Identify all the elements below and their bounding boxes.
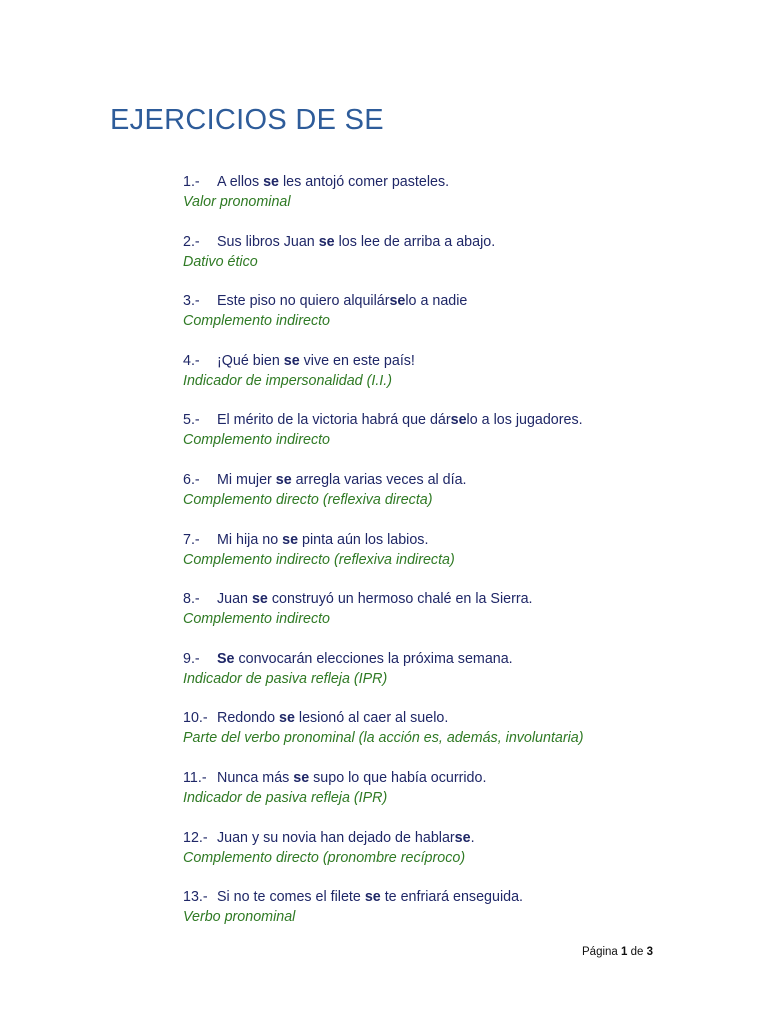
sentence-text: Nunca más — [217, 769, 294, 786]
se-highlight: se — [282, 531, 299, 548]
exercise-item — [183, 589, 743, 649]
exercise-sentence — [183, 172, 743, 192]
exercise-answer: Indicador de impersonalidad (I.I.) — [183, 372, 393, 389]
se-highlight: Se — [217, 650, 235, 667]
sentence-text: supo lo que había ocurrido. — [309, 769, 487, 786]
sentence-text: Mi mujer — [217, 471, 276, 488]
exercise-number: 8.- — [183, 591, 200, 608]
sentence-text: ¡Qué bien — [217, 352, 284, 369]
exercise-number: 11.- — [183, 769, 207, 786]
exercise-sentence — [183, 470, 743, 490]
sentence-text: arregla varias veces al día. — [291, 471, 467, 488]
sentence-text: Juan y su novia han dejado de hablar — [217, 829, 455, 846]
exercise-answer: Complemento indirecto (reflexiva indirecta) — [183, 551, 455, 568]
se-highlight: se — [293, 769, 310, 786]
footer-page-total: 3 — [646, 946, 654, 958]
exercise-item — [183, 887, 743, 947]
sentence-text: convocarán elecciones la próxima semana. — [234, 650, 513, 667]
se-highlight: se — [454, 829, 471, 846]
exercise-number: 9.- — [183, 650, 200, 667]
exercise-item — [183, 470, 743, 530]
exercise-sentence — [183, 649, 743, 669]
exercise-number: 4.- — [183, 352, 200, 369]
exercise-number: 3.- — [183, 293, 200, 310]
exercise-number: 13.- — [183, 889, 208, 906]
exercise-item — [183, 530, 743, 590]
sentence-text: los lee de arriba a abajo. — [334, 233, 496, 250]
exercise-item — [183, 291, 743, 351]
exercise-sentence — [183, 410, 743, 430]
exercise-sentence — [183, 232, 743, 252]
sentence-text: construyó un hermoso chalé en la Sierra. — [267, 591, 533, 608]
exercise-sentence — [183, 351, 743, 371]
exercise-sentence — [183, 768, 743, 788]
sentence-text: lesionó al caer al suelo. — [294, 710, 449, 727]
exercise-item — [183, 410, 743, 470]
exercise-number: 12.- — [183, 829, 208, 846]
sentence-text: vive en este país! — [299, 352, 415, 369]
exercise-item — [183, 708, 743, 768]
exercise-sentence — [183, 828, 743, 848]
exercise-number: 5.- — [183, 412, 200, 429]
exercise-item — [183, 172, 743, 232]
se-highlight: se — [283, 352, 300, 369]
exercise-number: 1.- — [183, 174, 200, 190]
exercise-item — [183, 828, 743, 888]
sentence-text: Este piso no quiero alquilár — [217, 293, 390, 310]
exercise-item — [183, 768, 743, 828]
exercise-list — [183, 172, 743, 947]
sentence-text: te enfriará enseguida. — [380, 889, 523, 906]
se-highlight: se — [263, 174, 280, 190]
sentence-text: pinta aún los labios. — [298, 531, 429, 548]
exercise-item — [183, 649, 743, 709]
exercise-sentence — [183, 589, 743, 609]
page-title: EJERCICIOS DE SE — [110, 104, 384, 136]
se-highlight: se — [279, 710, 295, 727]
exercise-answer: Complemento indirecto — [183, 313, 331, 330]
sentence-text: El mérito de la victoria habrá que dár — [217, 412, 451, 429]
footer-of-label: de — [630, 946, 644, 958]
exercise-sentence — [183, 291, 743, 311]
se-highlight: se — [275, 471, 292, 488]
se-highlight: se — [389, 293, 406, 310]
sentence-text: A ellos — [217, 174, 264, 190]
exercise-number: 6.- — [183, 471, 200, 488]
exercise-item — [183, 351, 743, 411]
footer-page-label: Página — [582, 946, 618, 958]
exercise-number: 7.- — [183, 531, 200, 548]
exercise-answer: Parte del verbo pronominal (la acción es, además, involuntaria) — [183, 730, 584, 747]
exercise-sentence — [183, 887, 743, 907]
exercise-answer: Indicador de pasiva refleja (IPR) — [183, 789, 388, 806]
exercise-answer: Dativo ético — [183, 253, 258, 270]
exercise-answer: Verbo pronominal — [183, 909, 296, 926]
exercise-sentence — [183, 708, 743, 728]
sentence-text: Juan — [217, 591, 252, 608]
sentence-text: Si no te comes el filete — [217, 889, 365, 906]
sentence-text: lo a nadie — [405, 293, 468, 310]
exercise-number: 10.- — [183, 710, 208, 727]
footer-page-number: 1 — [621, 946, 628, 958]
exercise-number: 2.- — [183, 233, 200, 250]
page-footer — [582, 946, 653, 958]
exercise-answer: Complemento directo (pronombre recíproco) — [183, 849, 466, 866]
se-highlight: se — [364, 889, 381, 906]
sentence-text: Redondo — [217, 710, 280, 727]
sentence-text: . — [470, 829, 475, 846]
exercise-answer: Complemento indirecto — [183, 432, 331, 449]
se-highlight: se — [450, 412, 467, 429]
exercise-answer: Complemento indirecto — [183, 611, 331, 628]
sentence-text: les antojó comer pasteles. — [279, 174, 450, 190]
se-highlight: se — [318, 233, 335, 250]
sentence-text: Mi hija no — [217, 531, 283, 548]
se-highlight: se — [251, 591, 268, 608]
exercise-answer: Valor pronominal — [183, 194, 291, 210]
exercise-answer: Indicador de pasiva refleja (IPR) — [183, 670, 388, 687]
sentence-text: lo a los jugadores. — [466, 412, 583, 429]
exercise-item — [183, 232, 743, 292]
exercise-sentence — [183, 530, 743, 550]
exercise-answer: Complemento directo (reflexiva directa) — [183, 491, 433, 508]
sentence-text: Sus libros Juan — [217, 233, 319, 250]
